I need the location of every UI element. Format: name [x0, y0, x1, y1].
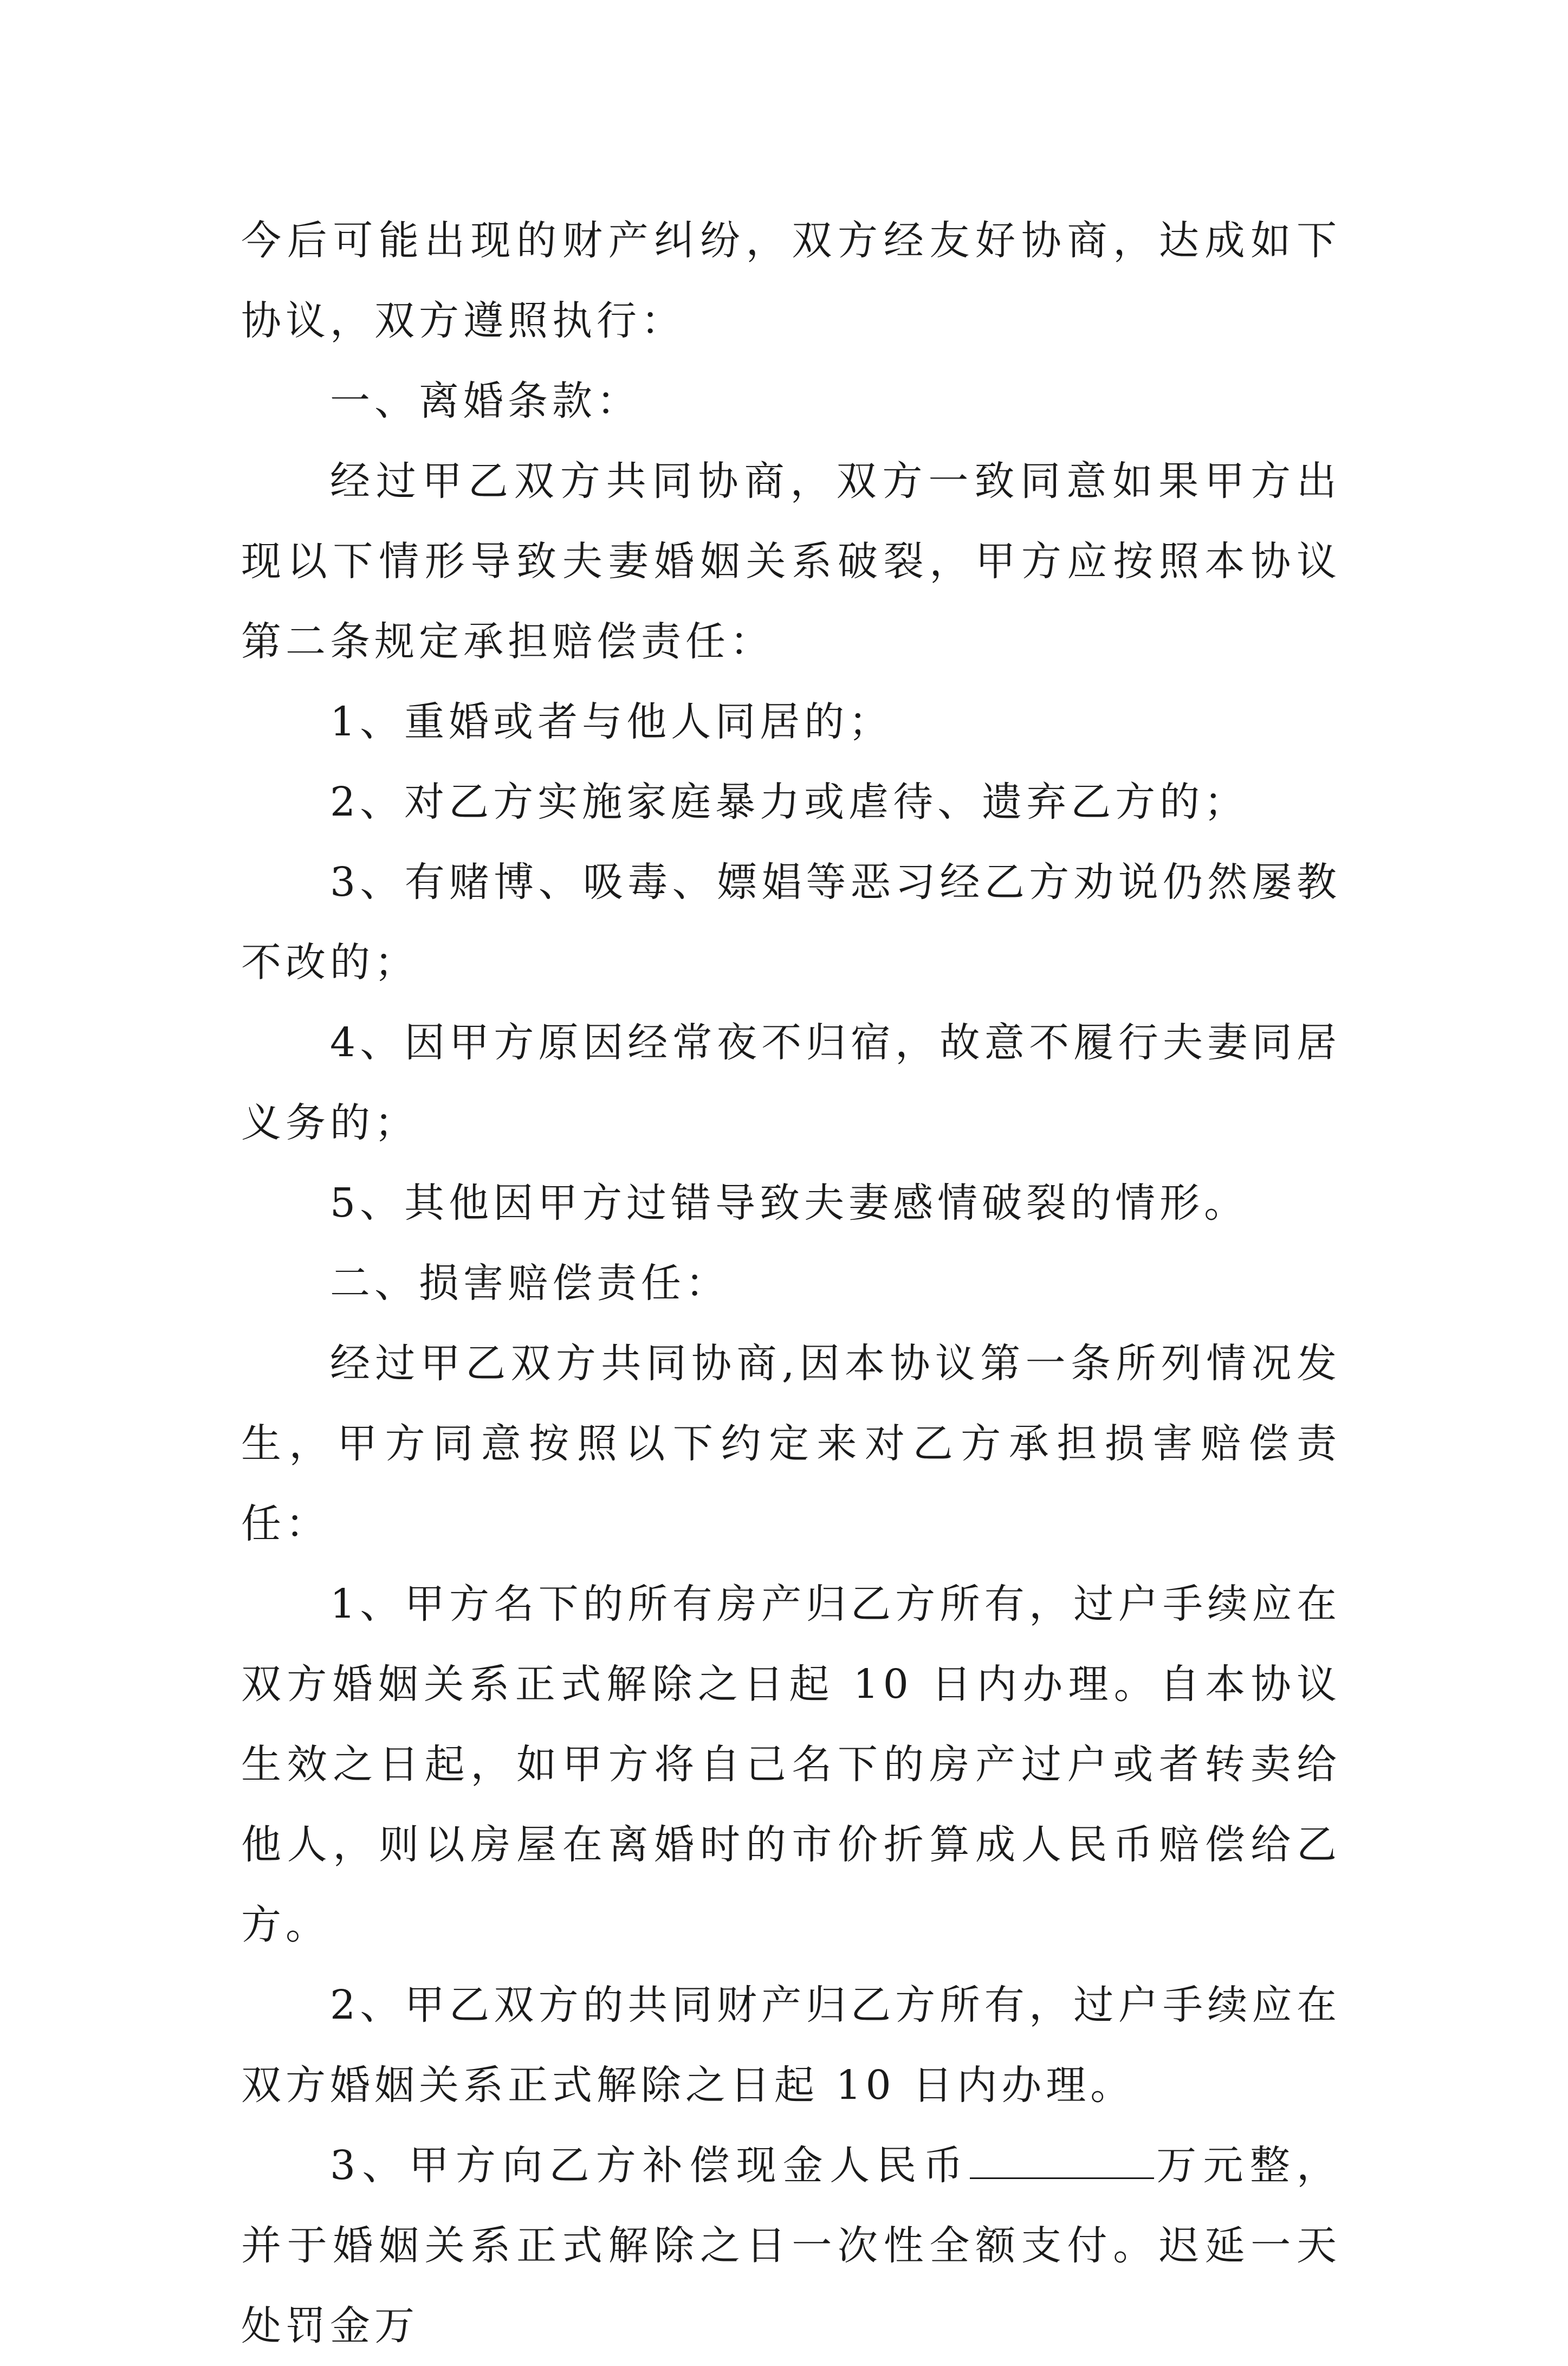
heading-divorce-terms: 一、离婚条款： [330, 378, 641, 424]
list-item-5: 5、其他因甲方过错导致夫妻感情破裂的情形。 [330, 1180, 1249, 1226]
list-item-2: 2、对乙方实施家庭暴力或虐待、遗弃乙方的； [330, 779, 1249, 825]
document-body [241, 201, 1341, 2366]
paragraph-intro: 今后可能出现的财产纠纷，双方经友好协商，达成如下协议，双方遵照执行： [241, 217, 1341, 344]
list-item-1: 1、重婚或者与他人同居的； [330, 699, 893, 745]
compensation-item-3-after: 万元整，并于婚姻关系正式解除之日一次性全额支付。迟延一天处罚金万 [241, 2142, 1341, 2349]
list-item-4: 4、因甲方原因经常夜不归宿，故意不履行夫妻同居义务的； [241, 1019, 1341, 1146]
paragraph-compensation: 经过甲乙双方共同协商,因本协议第一条所列情况发生，甲方同意按照以下约定来对乙方承担损害赔偿责任： [241, 1340, 1341, 1547]
compensation-item-2: 2、甲乙双方的共同财产归乙方所有，过户手续应在双方婚姻关系正式解除之日起 10 日内办理。 [241, 1982, 1341, 2109]
compensation-item-3 [241, 2125, 1341, 2366]
compensation-item-3-before: 3、甲方向乙方补偿现金人民币 [330, 2142, 970, 2189]
compensation-item-1: 1、甲方名下的所有房产归乙方所有，过户手续应在双方婚姻关系正式解除之日起 10 日内办理。自本协议生效之日起，如甲方将自己名下的房产过户或者转卖给他人，则以房屋在离婚时的市价折算成人民币赔偿给乙方。 [241, 1581, 1341, 1948]
amount-blank-line [970, 2143, 1154, 2179]
list-item-3: 3、有赌博、吸毒、嫖娼等恶习经乙方劝说仍然屡教不改的； [241, 859, 1341, 986]
paragraph-divorce-terms: 经过甲乙双方共同协商，双方一致同意如果甲方出现以下情形导致夫妻婚姻关系破裂，甲方应按照本协议第二条规定承担赔偿责任： [241, 458, 1341, 665]
heading-compensation: 二、损害赔偿责任： [330, 1260, 730, 1307]
